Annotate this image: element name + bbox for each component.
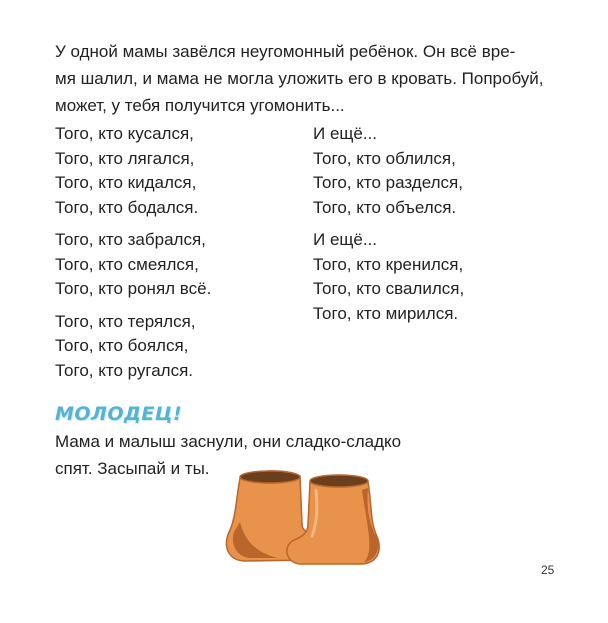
praise-heading: МОЛОДЕЦ! <box>55 403 183 425</box>
poem-line: Того, кто свалился, <box>313 279 465 298</box>
poem-stanza <box>55 310 211 384</box>
intro-line: мя шалил, и мама не могла уложить его в кровать. Попробуй, <box>55 69 544 88</box>
intro-line: У одной мамы завёлся неугомонный ребёнок. Он всё вре- <box>55 42 516 61</box>
poem-stanza <box>55 122 211 220</box>
poem-line: Того, кто боялся, <box>55 336 189 355</box>
poem-line: Того, кто ругался. <box>55 360 194 380</box>
poem-stanza <box>313 122 464 220</box>
poem-line: Того, кто смеялся, <box>55 254 199 274</box>
poem-line: Того, кто объелся. <box>313 197 457 217</box>
poem-left-column <box>55 122 211 391</box>
poem-line: Того, кто мирился. <box>313 303 459 323</box>
poem-line: Того, кто ронял всё. <box>55 279 212 298</box>
poem-line: Того, кто кусался, <box>55 124 194 143</box>
poem-line: Того, кто кидался, <box>55 173 197 192</box>
poem-line: И ещё... <box>313 124 378 143</box>
intro-line: может, у тебя получится угомонить... <box>55 96 345 115</box>
poem-line: И ещё... <box>313 230 378 249</box>
poem-line: Того, кто бодался. <box>55 197 199 217</box>
poem-stanza <box>55 228 211 302</box>
felt-boots-icon <box>218 460 388 570</box>
outro-line <box>55 401 565 455</box>
poem-right-column <box>313 122 464 334</box>
poem-line: Того, кто терялся, <box>55 311 196 331</box>
poem-line: Того, кто облился, <box>313 148 456 168</box>
poem-stanza <box>313 228 464 326</box>
poem-line: Того, кто разделся, <box>313 173 463 192</box>
poem-line: Того, кто кренился, <box>313 254 464 274</box>
page-number: 25 <box>541 563 555 577</box>
poem-line: Того, кто лягался, <box>55 148 195 168</box>
poem-line: Того, кто забрался, <box>55 230 206 249</box>
outro-text: Мама и малыш заснули, они сладко-сладко <box>55 432 402 451</box>
intro-paragraph <box>55 38 565 119</box>
outro-line: спят. Засыпай и ты. <box>55 459 210 478</box>
